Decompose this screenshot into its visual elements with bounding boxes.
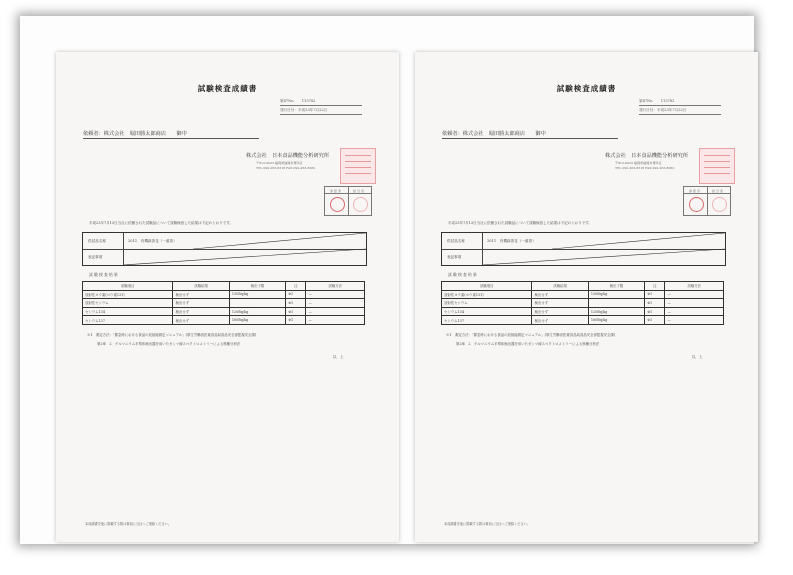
table-cell: 検出せず bbox=[173, 307, 229, 316]
approver-label: 承 認 者 bbox=[689, 188, 700, 193]
table-row bbox=[83, 307, 365, 316]
table-cell: — bbox=[306, 299, 365, 308]
staff-stamp bbox=[712, 197, 727, 212]
lab-phone: TEL 092-263-8318 FAX 092-263-8282 bbox=[256, 166, 316, 170]
issue-date: 発行日付：平成23年7月22日 bbox=[639, 109, 721, 115]
note-method-detail: 第2章 2 ゲルマニウム半導体検出器を用いたガンマ線スペクトロメトリーによる核種分析法 bbox=[97, 342, 241, 346]
table-cell: 検出せず bbox=[532, 290, 588, 299]
sample-name-label: 供試品名称 bbox=[447, 239, 465, 243]
staff-label: 担 当 者 bbox=[712, 188, 723, 193]
header-note: 注 bbox=[645, 282, 665, 291]
table-row bbox=[442, 316, 724, 325]
remarks-label: 表記事項 bbox=[447, 255, 462, 259]
company-seal-stamp bbox=[699, 148, 735, 184]
table-cell: — bbox=[665, 307, 724, 316]
lab-phone: TEL 092-263-8318 FAX 092-263-8282 bbox=[615, 166, 675, 170]
header-test-method: 試験方法 bbox=[306, 282, 365, 291]
table-cell: セシウム134 bbox=[83, 307, 173, 316]
table-header-row bbox=[442, 282, 724, 291]
document-number: 第47No. 113782 bbox=[639, 100, 721, 106]
table-cell: — bbox=[665, 290, 724, 299]
header-test-item: 試験項目 bbox=[442, 282, 532, 291]
approver-stamp bbox=[330, 197, 345, 212]
table-cell: セシウム137 bbox=[83, 316, 173, 325]
issue-date: 発行日付：平成23年7月22日 bbox=[280, 109, 362, 115]
intro-text: 平成23年7月13日当社に依頼された試験品について試験検査した結果は下記のとおりです。 bbox=[89, 221, 233, 225]
photo-frame bbox=[20, 16, 754, 544]
table-cell: 検出せず bbox=[173, 316, 229, 325]
note-method-detail: 第2章 2 ゲルマニウム半導体検出器を用いたガンマ線スペクトロメトリーによる核種分析法 bbox=[456, 342, 600, 346]
table-cell: — bbox=[665, 316, 724, 325]
approver-label: 承 認 者 bbox=[330, 188, 341, 193]
table-cell: — bbox=[306, 316, 365, 325]
document-page-right bbox=[415, 52, 758, 542]
document-title: 試験検査成績書 bbox=[556, 84, 617, 93]
header-detection-limit: 検出下限 bbox=[229, 282, 285, 291]
lab-name: 株式会社 日本食品機能分析研究所 bbox=[246, 153, 330, 159]
table-cell: 120Bq/kg bbox=[588, 307, 644, 316]
closing-mark: 以 上 bbox=[333, 355, 344, 359]
table-cell: 検出せず bbox=[173, 299, 229, 308]
note-method: ※1 測定方法：「緊急時における食品の放射能測定マニュアル」(厚生労働省医薬食品局食品安全部監視安全課) bbox=[446, 333, 616, 337]
note-method: ※1 測定方法：「緊急時における食品の放射能測定マニュアル」(厚生労働省医薬食品局食品安全部監視安全課) bbox=[87, 333, 257, 337]
table-cell: — bbox=[665, 299, 724, 308]
table-cell: ※1 bbox=[645, 290, 665, 299]
lab-name: 株式会社 日本食品機能分析研究所 bbox=[605, 153, 689, 159]
table-cell: ※1 bbox=[286, 290, 306, 299]
intro-text: 平成23年7月13日当社に依頼された試験品について試験検査した結果は下記のとおりです。 bbox=[448, 221, 592, 225]
table-cell: ※1 bbox=[645, 316, 665, 325]
results-table bbox=[441, 281, 724, 325]
remarks-label: 表記事項 bbox=[88, 255, 103, 259]
sample-info-table bbox=[441, 232, 726, 266]
table-cell: 検出せず bbox=[532, 299, 588, 308]
results-section-title: 試 験 検 査 結 果 bbox=[89, 272, 118, 277]
table-cell: — bbox=[306, 290, 365, 299]
lab-address: 〒812-0023 福岡県福岡市博多区 bbox=[256, 161, 303, 165]
sample-name-value: 2011 有機緑茶花（一番茶） bbox=[487, 239, 536, 243]
table-cell: 検出せず bbox=[173, 290, 229, 299]
table-row bbox=[83, 299, 365, 308]
client-name: 依頼者：株式会社 堀田勝太郎商店 御中 bbox=[83, 132, 259, 139]
header-test-result: 試験結果 bbox=[173, 282, 229, 291]
document-title: 試験検査成績書 bbox=[197, 84, 258, 93]
table-row bbox=[83, 316, 365, 325]
table-cell: セシウム134 bbox=[442, 307, 532, 316]
table-cell: セシウム137 bbox=[442, 316, 532, 325]
table-header-row bbox=[83, 282, 365, 291]
table-cell: ※1 bbox=[645, 307, 665, 316]
approver-stamp bbox=[689, 197, 704, 212]
table-cell: 検出せず bbox=[532, 316, 588, 325]
document-page-left bbox=[56, 52, 399, 542]
table-cell: 放射性セシウム bbox=[442, 299, 532, 308]
staff-stamp bbox=[353, 197, 368, 212]
strike-through-lines bbox=[442, 233, 725, 265]
footer-note: 本成績書を他に掲載する際は事前に当社へご連絡ください。 bbox=[444, 522, 531, 526]
sample-name-value: 2011 有機緑茶花（一番茶） bbox=[128, 239, 177, 243]
footer-note: 本成績書を他に掲載する際は事前に当社へご連絡ください。 bbox=[85, 522, 172, 526]
table-cell bbox=[588, 299, 644, 308]
approval-stamp-box bbox=[324, 186, 372, 216]
table-cell bbox=[229, 299, 285, 308]
header-note: 注 bbox=[286, 282, 306, 291]
table-cell: ※1 bbox=[645, 299, 665, 308]
company-seal-stamp bbox=[340, 148, 376, 184]
approval-stamp-box bbox=[683, 186, 731, 216]
table-cell: 130Bq/kg bbox=[229, 290, 285, 299]
sample-info-table bbox=[82, 232, 367, 266]
table-cell: 160Bq/kg bbox=[588, 316, 644, 325]
table-cell: 放射性セシウム bbox=[83, 299, 173, 308]
table-cell: 放射性ヨウ素(ヨウ素131) bbox=[442, 290, 532, 299]
table-row bbox=[442, 290, 724, 299]
table-row bbox=[442, 307, 724, 316]
table-cell: 160Bq/kg bbox=[229, 316, 285, 325]
header-test-item: 試験項目 bbox=[83, 282, 173, 291]
table-cell: 120Bq/kg bbox=[229, 307, 285, 316]
sample-name-label: 供試品名称 bbox=[88, 239, 106, 243]
results-table bbox=[82, 281, 365, 325]
table-cell: 130Bq/kg bbox=[588, 290, 644, 299]
table-cell: ※1 bbox=[286, 307, 306, 316]
lab-address: 〒812-0023 福岡県福岡市博多区 bbox=[615, 161, 662, 165]
header-detection-limit: 検出下限 bbox=[588, 282, 644, 291]
table-cell: ※1 bbox=[286, 299, 306, 308]
header-test-result: 試験結果 bbox=[532, 282, 588, 291]
table-row bbox=[83, 290, 365, 299]
strike-through-lines bbox=[83, 233, 366, 265]
header-test-method: 試験方法 bbox=[665, 282, 724, 291]
client-name: 依頼者：株式会社 堀田勝太郎商店 御中 bbox=[442, 132, 618, 139]
table-cell: 放射性ヨウ素(ヨウ素131) bbox=[83, 290, 173, 299]
closing-mark: 以 上 bbox=[692, 355, 703, 359]
table-row bbox=[442, 299, 724, 308]
document-number: 第47No. 113782 bbox=[280, 100, 362, 106]
table-cell: — bbox=[306, 307, 365, 316]
results-section-title: 試 験 検 査 結 果 bbox=[448, 272, 477, 277]
table-cell: ※1 bbox=[286, 316, 306, 325]
staff-label: 担 当 者 bbox=[353, 188, 364, 193]
table-cell: 検出せず bbox=[532, 307, 588, 316]
